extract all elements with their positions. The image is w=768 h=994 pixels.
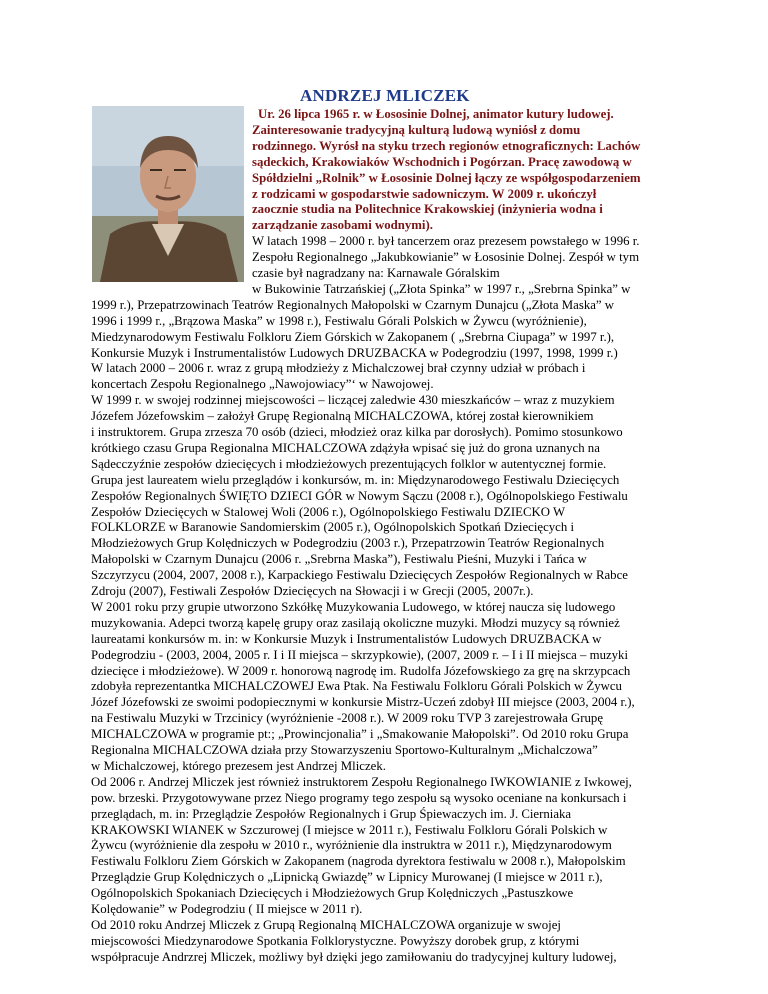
bio-text-line: Od 2006 r. Andrzej Mliczek jest również instruktorem Zespołu Regionalnego IWKOWIANIE z Iwkowej, [91,774,632,789]
bio-intro-line: Ur. 26 lipca 1965 r. w Łososinie Dolnej, animator kutury ludowej. [258,107,614,121]
bio-text-line: Zdroju (2007), Festiwali Zespołów Dziecięcych na Słowacji i w Grecji (2005, 2007r.). [91,584,534,598]
bio-text-line: Festiwalu Folkloru Ziem Górskich w Zakopanem (nagroda dyrektora festiwalu w 2008 r.), Małopolskim [91,854,626,869]
bio-text-line: Regionalna MICHALCZOWA działa przy Stowarzyszeniu Sportowo-Kulturalnym „Michalczowa” [91,743,598,757]
bio-intro-line: zaocznie studia na Politechnice Krakowskiej (inżynieria wodna i [252,202,603,217]
bio-text-line: Sądecczyźnie zespołów dziecięcych i młodzieżowych prezentujących folklor w autentycznej formie. [91,456,607,471]
document-title: ANDRZEJ MLICZEK [300,86,470,105]
bio-text-line: FOLKLORZE w Baranowie Sandomierskim (2005 r.), Ogólnopolskich Spotkań Dziecięcych i [91,520,574,535]
bio-text-line: na Festiwalu Muzyki w Trzcinicy (wyróżnienie -2008 r.). W 2009 roku TVP 3 zarejestrowała Grupę [91,711,604,726]
bio-text-line: i instruktorem. Grupa zrzesza 70 osób (dzieci, młodzież oraz kilka par dorosłych). Pomimo stosunkowo [91,425,623,439]
bio-intro-line: z rodzicami w gospodarstwie sadowniczym. W 2009 r. ukończył [252,186,597,201]
bio-text-line: laureatami konkursów m. in: w Konkursie Muzyk i Instrumentalistów Ludowych DRUZBACKA w [91,631,602,646]
bio-text-line: Józefem Józefowskim – założył Grupę Regionalną MICHALCZOWA, której został kierownikiem [91,409,594,424]
bio-text-line: miejscowości Miedzynarodowe Spotkania Folklorystyczne. Powyższy dorobek grup, z którymi [91,933,580,948]
bio-text-line: krótkiego czasu Grupa Regionalna MICHALCZOWA zdążyła wpisać się już do grona uznanych na [91,440,600,455]
bio-text-line: Podegrodziu - (2003, 2004, 2005 r. I i II miejsca – skrzypkowie), (2007, 2009 r. – I i II miejsca – muzyki [91,647,629,662]
bio-text-line: Szczyrzycu (2004, 2007, 2008 r.), Karpackiego Festiwalu Dziecięcych Zespołów Regionalnych w Rabce [91,568,628,583]
bio-text-line: Zespołu Regionalnego „Jakubkowianie” w Łososinie Dolnej. Zespół w tym [252,250,640,265]
bio-text-line: czasie był nagradzany na: Karnawale Góralskim [252,266,500,280]
bio-text-line: w Bukowinie Tatrzańskiej („Złota Spinka” w 1997 r., „Srebrna Spinka” w [252,281,631,296]
bio-text-line: pow. brzeski. Przygotowywane przez Niego programy tego zespołu są wysoko oceniane na konkursach i [91,790,627,805]
bio-text-line: Ogólnopolskich Spokaniach Dziecięcych i Młodzieżowych Grup Kolędniczych „Pastuszkowe [91,886,574,901]
bio-text-line: koncertach Zespołu Regionalnego „Nawojowiacy”‘ w Nawojowej. [91,377,434,392]
bio-text-line: współpracuje Andrzrej Mliczek, możliwy był dzięki jego zamiłowaniu do tradycyjnej kultury ludowej, [91,949,617,964]
bio-text-line: Młodzieżowych Grup Kolędniczych w Podegrodziu (2003 r.), Przepatrzowin Teatrów Regionalnych [91,536,605,551]
bio-text-line: Żywcu (wyróżnienie dla zespołu w 2010 r., wyróżnienie dla instruktra w 2011 r.), Międzynarodowym [91,838,612,853]
bio-text-line: Zespołów Regionalnych ŚWIĘTO DZIECI GÓR w Nowym Sączu (2008 r.), Ogólnopolskiego Festiwalu [91,488,628,503]
bio-text-line: MICHALCZOWA w programie pt:; „Prowincjonalia” i „Smakowanie Małopolski”. Od 2010 roku Grupa [91,727,629,742]
bio-text-line: Kolędowanie” w Podegrodziu ( II miejsce w 2011 r). [91,902,363,916]
bio-text-line: przeglądach, m. in: Przeglądzie Zespołów Regionalnych i Grup Śpiewaczych im. J. Cierniaka [91,806,572,821]
bio-text-line: Grupa jest laureatem wielu przeglądów i konkursów, m. in: Międzynarodowego Festiwalu Dziecięcych [91,472,620,487]
bio-text-line: w Michalczowej, którego prezesem jest Andrzej Mliczek. [91,758,386,773]
bio-intro-line: rodzinnego. Wyrósł na styku trzech regionów etnograficznych: Lachów [252,138,641,153]
portrait-photo [92,106,244,282]
bio-text-line: W 1999 r. w swojej rodzinnej miejscowości – liczącej zaledwie 430 mieszkańców – wraz z muzykiem [91,393,615,408]
bio-text-line: Od 2010 roku Andrzej Mliczek z Grupą Regionalną MICHALCZOWA organizuje w swojej [91,917,561,932]
bio-text-line: zdobyła reprezentantka MICHALCZOWEJ Ewa Ptak. Na Festiwalu Folkloru Górali Polskich w Żywcu [91,679,622,694]
bio-text-line: W latach 1998 – 2000 r. był tancerzem oraz prezesem powstałego w 1996 r. [252,234,640,249]
bio-text-line: Miedzynarodowym Festiwalu Folkloru Ziem Górskich w Zakopanem ( „Srebrna Ciupaga” w 1997 r.), [91,329,615,344]
bio-text-line: Józef Józefowski ze swoimi podopiecznymi w konkursie Mistrz-Uczeń zdobył III miejsce (2003, 2004 r.), [91,695,635,710]
bio-text-line: W latach 2000 – 2006 r. wraz z grupą młodzieży z Michalczowej brał czynny udział w próbach i [91,361,586,376]
bio-text-line: muzykowania. Adepci tworzą kapelę grupy oraz zasilają okoliczne muzyki. Młodzi muzycy są również [91,615,620,630]
bio-intro-line: Spółdzielni „Rolnik” w Łososinie Dolnej łączy ze współgospodarzeniem [252,170,641,185]
bio-text-line: Małopolski w Czarnym Dunajcu (2006 r. „Srebrna Maska”), Festiwalu Pieśni, Muzyki i Tańca w [91,552,587,567]
bio-text-line: dziecięce i młodzieżowe). W 2009 r. honorową nagrodę im. Rudolfa Józefowskiego za grę na skrzypcach [91,663,631,678]
portrait-image [92,106,244,282]
bio-text-line: Przeglądzie Grup Kolędniczych o „Lipnicką Gwiazdę” w Lipnicy Murowanej (I miejsce w 2011 r.), [91,870,603,885]
bio-text-line: Zespołów Dziecięcych w Stalowej Woli (2006 r.), Ogólnopolskiego Festiwalu DZIECKO W [91,504,566,519]
bio-text-line: Konkursie Muzyk i Instrumentalistów Ludowych DRUZBACKA w Podegrodziu (1997, 1998, 1999 r.) [91,345,618,360]
bio-intro-line: zarządzanie zasobami wodnymi). [252,218,433,233]
bio-text-line: W 2001 roku przy grupie utworzono Szkółkę Muzykowania Ludowego, w której naucza się ludowego [91,599,616,614]
bio-text-line: KRAKOWSKI WIANEK w Szczurowej (I miejsce w 2011 r.), Festiwalu Folkloru Górali Polskich w [91,822,608,837]
bio-intro-line: sądeckich, Krakowiaków Wschodnich i Pogórzan. Pracę zawodową w [252,154,632,169]
bio-text-line: 1996 i 1999 r., „Brązowa Maska” w 1998 r.), Festiwalu Górali Polskich w Żywcu (wyróżnienie), [91,313,587,328]
bio-intro-line: Zainteresowanie tradycyjną kulturą ludową wyniósł z domu [252,122,581,137]
bio-text-line: 1999 r.), Przepatrzowinach Teatrów Regionalnych Małopolski w Czarnym Dunajcu („Złota Maska” w [91,297,615,312]
